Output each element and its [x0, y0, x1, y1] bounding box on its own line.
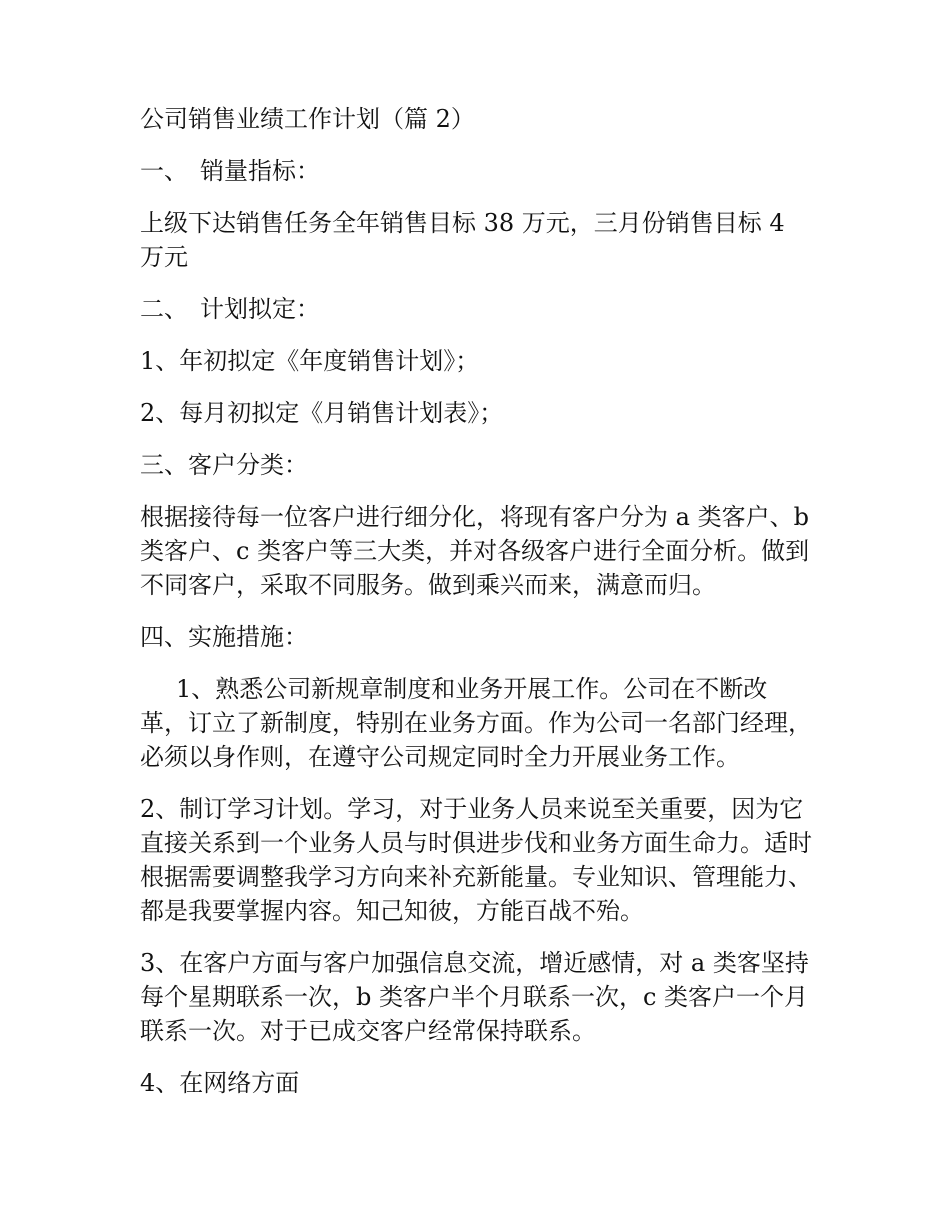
section-4-item-4: 4、在网络方面 [140, 1069, 300, 1097]
section-2-heading: 二、 计划拟定： [140, 295, 320, 323]
document-body [140, 102, 812, 1118]
section-4-item-1: 1、熟悉公司新规章制度和业务开展工作。公司在不断改革，订立了新制度，特别在业务方面。作为公司一名部门经理，必须以身作则，在遵守公司规定同时全力开展业务工作。 [140, 675, 812, 771]
section-3-body: 根据接待每一位客户进行细分化，将现有客户分为 a 类客户、b 类客户、c 类客户等三大类，并对各级客户进行全面分析。做到不同客户，采取不同服务。做到乘兴而来，满意而归。 [140, 503, 810, 599]
section-3-heading: 三、客户分类： [140, 451, 308, 479]
section-1-body: 上级下达销售任务全年销售目标 38 万元，三月份销售目标 4 万元 [140, 209, 785, 271]
section-2-item-1: 1、年初拟定《年度销售计划》； [140, 347, 480, 375]
document-title: 公司销售业绩工作计划（篇 2） [140, 105, 475, 133]
section-4-heading: 四、实施措施： [140, 623, 308, 651]
section-2-item-2: 2、每月初拟定《月销售计划表》； [140, 399, 504, 427]
section-4-item-3: 3、在客户方面与客户加强信息交流，增近感情，对 a 类客坚持每个星期联系一次，b 类客户半个月联系一次，c 类客户一个月联系一次。对于已成交客户经常保持联系。 [140, 949, 809, 1045]
section-4-item-2: 2、制订学习计划。学习，对于业务人员来说至关重要，因为它直接关系到一个业务人员与时俱进步伐和业务方面生命力。适时根据需要调整我学习方向来补充新能量。专业知识、管理能力、都是我要掌握内容。知己知彼，方能百战不殆。 [140, 795, 812, 925]
section-1-heading: 一、 销量指标： [140, 157, 320, 185]
